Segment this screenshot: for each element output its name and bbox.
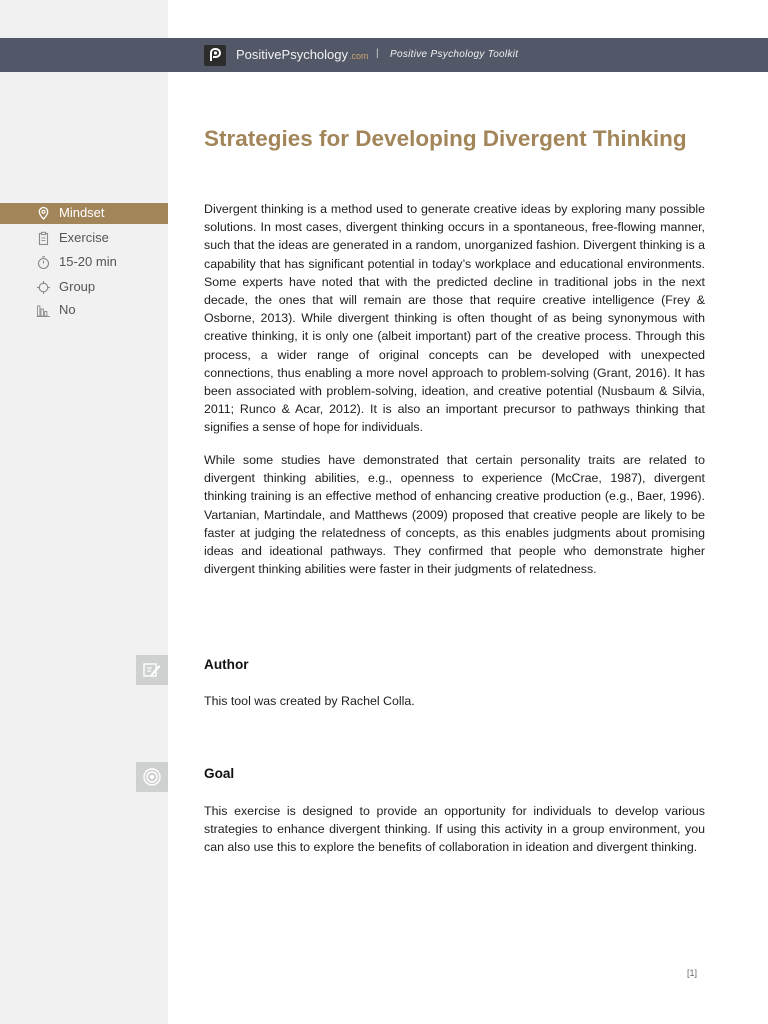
toolkit-label: Positive Psychology Toolkit — [390, 49, 519, 60]
location-pin-icon — [36, 206, 51, 221]
goal-heading: Goal — [204, 766, 235, 781]
target-icon — [142, 767, 162, 787]
intro-paragraph-1: Divergent thinking is a method used to generate creative ideas by exploring many possible solutions. In most cases, divergent thinking occurs in a spontaneous, free-flowing manner, such that the ideas are generated in a random, unorganized fashion. Divergent thinking is a capability that has significant potential in today’s workplace and educational environments. Some experts have noted that with the predicted decline in traditional jobs in the next decade, the ones that will remain are those that require creative intelligence (Frey & Osborne, 2013). While divergent thinking is often thought of as being synonymous with creative thinking, it is only one (albeit important) part of the creative process. Through this process, a wider range of original concepts can be developed with unexpected connections, thus enabling a more novel approach to problem-solving (Grant, 2016). It has been associated with problem-solving, ideation, and creative potential (Nusbaum & Silvia, 2011; Runco & Acar, 2012). It is also an important precursor to pathways thinking that signifies a sense of hope for individuals. — [204, 202, 705, 435]
goal-text: This exercise is designed to provide an opportunity for individuals to develop various strategies to enhance divergent thinking. If using this activity in a group environment, you can also use this to explore the benefits of collaboration in ideation and divergent thinking. — [204, 804, 705, 855]
meta-label-category: Mindset — [59, 205, 105, 220]
meta-label-type: Exercise — [59, 230, 109, 245]
meta-label-audience: Group — [59, 279, 96, 294]
sidebar — [0, 0, 168, 1024]
crosshair-icon — [36, 280, 51, 295]
meta-item-category — [0, 203, 168, 224]
clipboard-icon — [36, 231, 51, 246]
meta-item-duration — [0, 252, 168, 273]
page-number: [1] — [687, 968, 698, 978]
author-text: This tool was created by Rachel Colla. — [204, 694, 415, 708]
bar-chart-icon — [36, 303, 51, 318]
meta-label-duration: 15-20 min — [59, 254, 117, 269]
brand-name — [236, 47, 369, 62]
brand-suffix: .com — [349, 51, 369, 61]
author-heading: Author — [204, 657, 249, 672]
edit-icon — [142, 660, 162, 680]
intro-paragraph-2: While some studies have demonstrated that certain personality traits are related to divergent thinking abilities, e.g., openness to experience (McCrae, 1987), divergent thinking training is an effective method of enhancing creative production (e.g., Baer, 1996). Vartanian, Martindale, and Matthews (2009) proposed that creative people are likely to be faster at judging the relatedness of concepts, as this enables judgments about promising ideas and ideational pathways. They confirmed that people who demonstrate higher divergent thinking abilities were faster in their judgments of relatedness. — [204, 453, 705, 577]
meta-label-scale: No — [59, 302, 76, 317]
stopwatch-icon — [36, 255, 51, 270]
page-title: Strategies for Developing Divergent Thinking — [204, 126, 687, 151]
brand-name-text: PositivePsychology — [236, 47, 348, 62]
header-bar — [0, 38, 768, 72]
goal-section-icon — [136, 762, 168, 792]
logo-icon — [204, 45, 226, 66]
meta-item-audience — [0, 277, 168, 298]
meta-item-scale — [0, 300, 168, 321]
meta-item-type — [0, 228, 168, 249]
author-section-icon — [136, 655, 168, 685]
header-separator: | — [376, 48, 379, 59]
